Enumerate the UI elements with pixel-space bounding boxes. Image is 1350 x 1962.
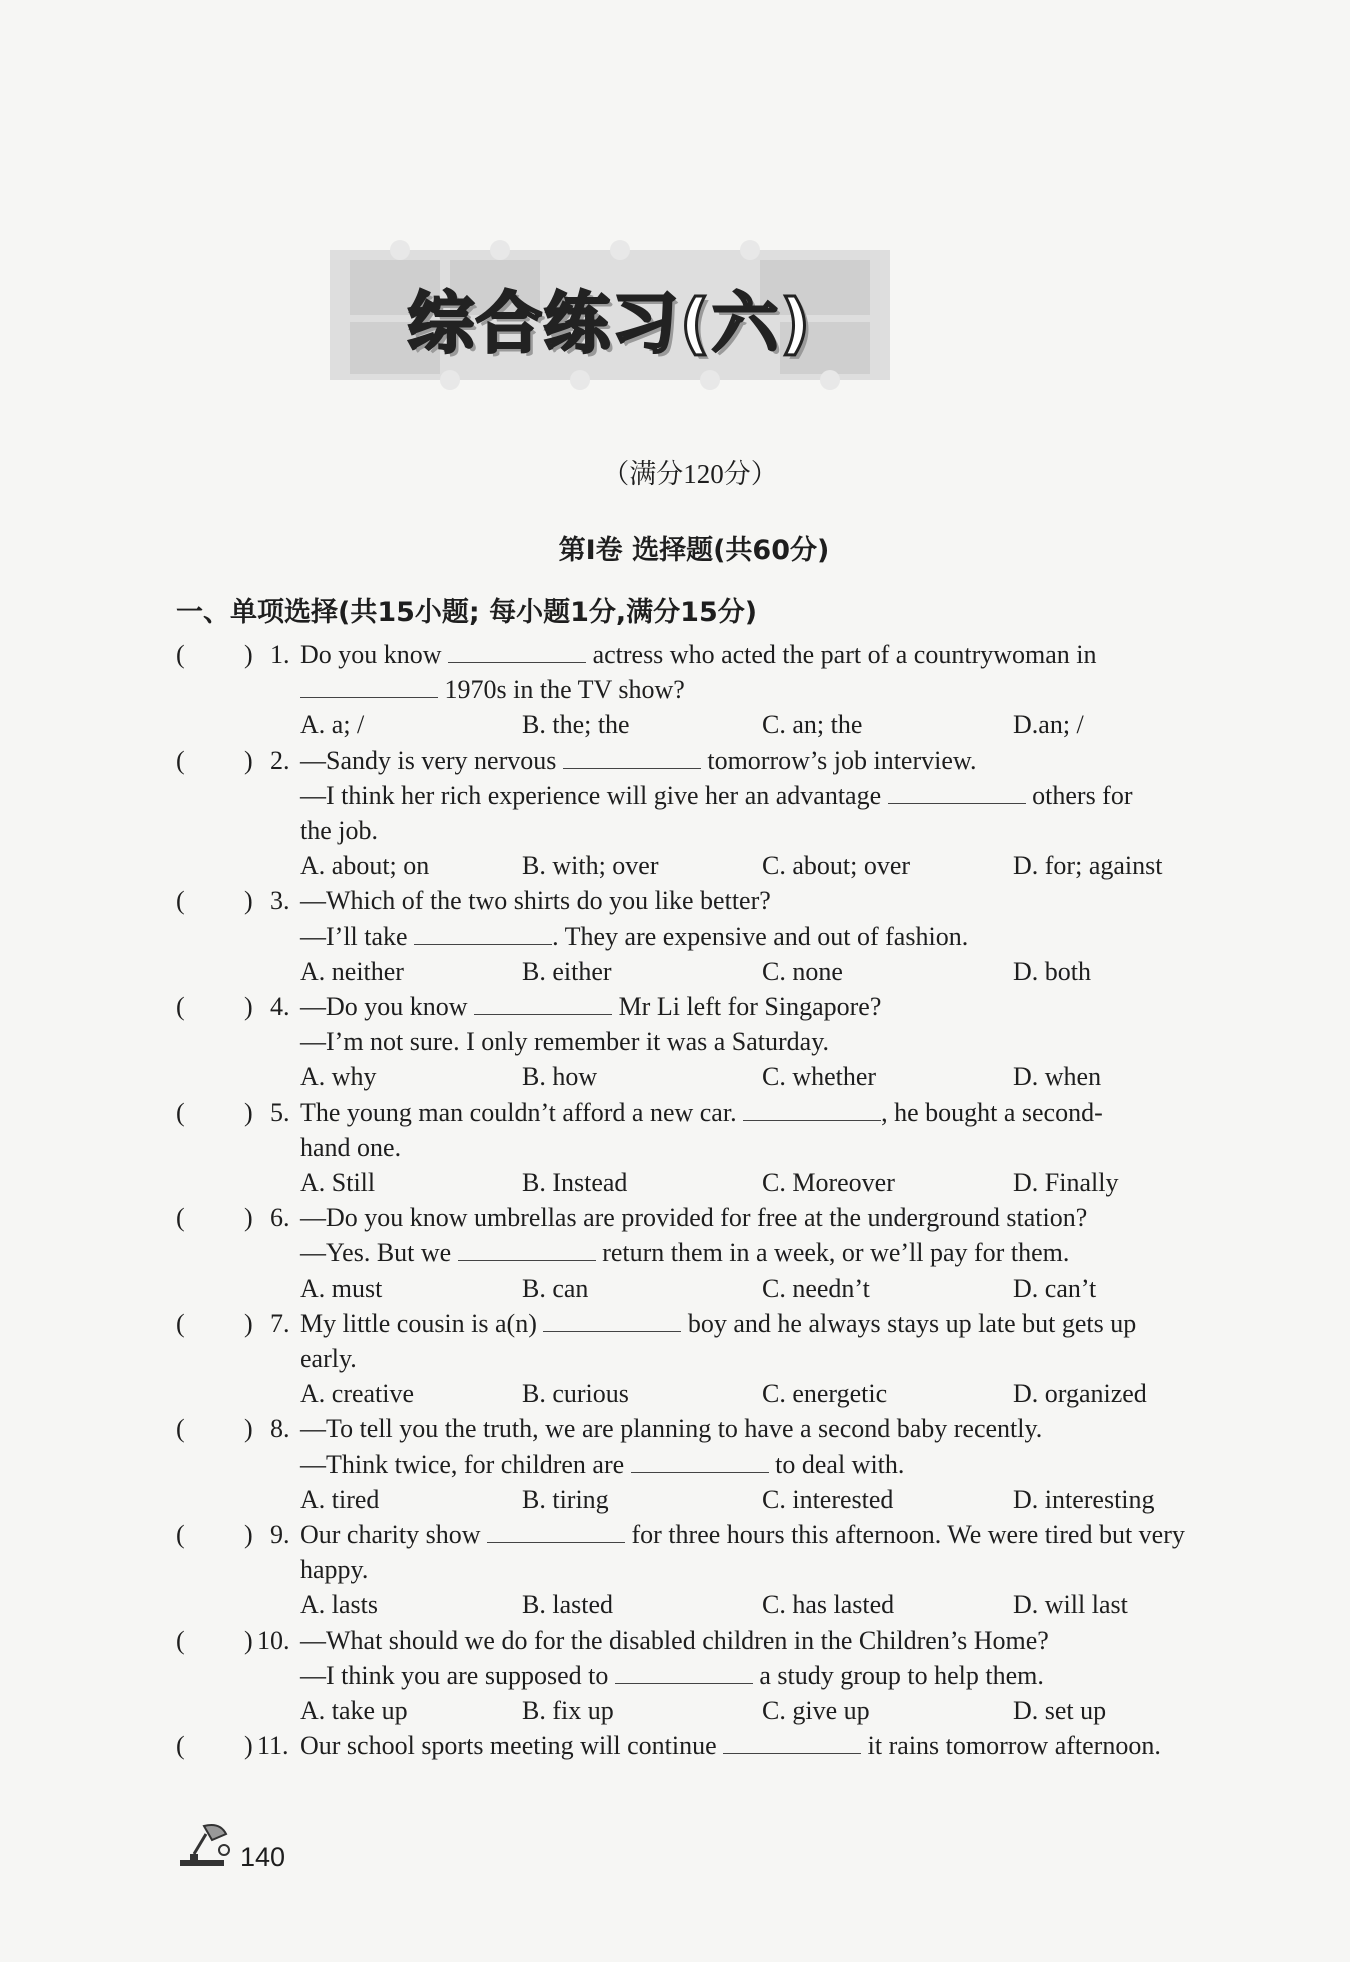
answer-blank: [631, 1452, 769, 1473]
answer-option: A. neither: [300, 956, 404, 986]
page-title: 综合练习(六): [407, 285, 813, 362]
answer-option: A. must: [300, 1273, 383, 1303]
question-text: the job.: [300, 816, 378, 845]
page-number: 140: [240, 1842, 286, 1872]
answer-option: A. a; /: [300, 710, 365, 740]
answer-option: D. will last: [1013, 1590, 1128, 1620]
question-number: 7.: [270, 1308, 290, 1338]
question-text: —Which of the two shirts do you like better?: [300, 886, 771, 916]
answer-option: D. both: [1013, 956, 1091, 986]
answer-paren-open: (: [176, 640, 185, 669]
question-text: —Think twice, for children are to deal with.: [300, 1449, 905, 1479]
question-text: hand one.: [300, 1132, 402, 1162]
question-number: 10.: [257, 1625, 290, 1655]
answer-option: D. for; against: [1013, 851, 1163, 881]
answer-blank: [743, 1100, 881, 1121]
answer-paren-open: (: [176, 1308, 185, 1338]
answer-blank: [448, 642, 586, 663]
question-text: —Yes. But we return them in a week, or we’ll pay for them.: [300, 1238, 1070, 1268]
answer-option: A. creative: [300, 1379, 415, 1409]
answer-option: B. either: [522, 956, 612, 986]
question-number: 6.: [270, 1203, 290, 1233]
answer-paren-open: (: [176, 1731, 185, 1761]
answer-blank: [888, 783, 1026, 804]
question-text: —Do you know umbrellas are provided for free at the underground station?: [300, 1203, 1088, 1233]
question-text: Do you know actress who acted the part of a countrywoman in: [300, 640, 1097, 669]
question-text: —To tell you the truth, we are planning to have a second baby recently.: [300, 1414, 1043, 1444]
answer-paren-open: (: [176, 1520, 185, 1549]
score-note: （满分120分）: [602, 459, 778, 489]
question-text: Our school sports meeting will continue it rains tomorrow afternoon.: [300, 1731, 1161, 1761]
question-text: —I’m not sure. I only remember it was a Saturday.: [300, 1027, 830, 1057]
answer-paren-open: (: [176, 992, 185, 1021]
answer-option: B. tiring: [522, 1484, 609, 1514]
answer-blank: [414, 924, 552, 945]
answer-paren-close: ): [244, 1097, 253, 1127]
answer-option: B. how: [522, 1062, 598, 1092]
question-number: 3.: [270, 886, 290, 916]
answer-paren-open: (: [176, 1097, 185, 1127]
answer-blank: [458, 1240, 596, 1261]
question-text: —Sandy is very nervous tomorrow’s job interview.: [300, 745, 977, 775]
question-number: 8.: [270, 1414, 290, 1444]
answer-blank: [615, 1663, 753, 1684]
answer-option: D. interesting: [1013, 1484, 1155, 1514]
answer-option: B. lasted: [522, 1590, 613, 1620]
question-number: 9.: [270, 1520, 290, 1549]
question-text: My little cousin is a(n) boy and he always stays up late but gets up: [300, 1308, 1137, 1338]
answer-paren-close: ): [244, 1731, 253, 1761]
answer-option: B. Instead: [522, 1168, 628, 1197]
answer-paren-close: ): [244, 640, 253, 669]
answer-option: B. the; the: [522, 710, 630, 740]
answer-option: A. about; on: [300, 851, 430, 881]
answer-paren-open: (: [176, 745, 185, 775]
answer-option: C. about; over: [762, 851, 911, 881]
answer-option: D. organized: [1013, 1379, 1147, 1409]
answer-option: B. with; over: [522, 851, 659, 881]
answer-paren-open: (: [176, 886, 185, 916]
answer-option: C. give up: [762, 1696, 870, 1725]
answer-option: D. Finally: [1013, 1168, 1119, 1197]
part-heading: 一、单项选择(共15小题; 每小题1分,满分15分): [176, 597, 758, 628]
answer-blank: [543, 1311, 681, 1332]
question-text: —I’ll take . They are expensive and out of fashion.: [300, 921, 969, 951]
question-text: —Do you know Mr Li left for Singapore?: [300, 992, 882, 1021]
question-number: 4.: [270, 992, 290, 1021]
answer-blank: [487, 1522, 625, 1543]
question-text: Our charity show for three hours this afternoon. We were tired but very: [300, 1520, 1185, 1549]
answer-option: A. why: [300, 1062, 377, 1092]
section-title: 第Ⅰ卷 选择题(共60分): [558, 535, 830, 566]
question-text: early.: [300, 1344, 357, 1373]
answer-option: C. needn’t: [762, 1273, 870, 1303]
question-number: 11.: [257, 1731, 289, 1761]
answer-option: D. set up: [1013, 1696, 1107, 1725]
answer-option: B. can: [522, 1273, 589, 1303]
question-text: happy.: [300, 1555, 369, 1585]
answer-paren-close: ): [244, 992, 253, 1021]
answer-option: C. energetic: [762, 1379, 888, 1409]
answer-option: B. fix up: [522, 1696, 614, 1725]
answer-paren-close: ): [244, 886, 253, 916]
question-number: 2.: [270, 745, 290, 775]
question-text: 1970s in the TV show?: [300, 675, 685, 705]
answer-paren-close: ): [244, 1625, 253, 1655]
answer-paren-close: ): [244, 1414, 253, 1444]
answer-option: C. Moreover: [762, 1168, 895, 1197]
question-number: 5.: [270, 1097, 290, 1127]
answer-blank: [474, 994, 612, 1015]
title-banner: [330, 230, 890, 410]
answer-option: B. curious: [522, 1379, 629, 1409]
question-number: 1.: [270, 640, 290, 669]
question-text: The young man couldn’t afford a new car. , he bought a second-: [300, 1097, 1103, 1127]
answer-option: D. can’t: [1013, 1273, 1097, 1303]
answer-option: C. whether: [762, 1062, 877, 1092]
question-text: —I think her rich experience will give her an advantage others for: [300, 780, 1133, 810]
answer-paren-close: ): [244, 745, 253, 775]
answer-blank: [300, 677, 438, 698]
desk-lamp-icon: [176, 1820, 236, 1870]
question-text: —What should we do for the disabled children in the Children’s Home?: [300, 1625, 1049, 1655]
answer-paren-open: (: [176, 1414, 185, 1444]
answer-option: A. lasts: [300, 1590, 378, 1620]
answer-paren-open: (: [176, 1203, 185, 1233]
answer-option: A. Still: [300, 1168, 376, 1197]
answer-option: C. none: [762, 956, 843, 986]
answer-option: C. has lasted: [762, 1590, 895, 1620]
answer-paren-open: (: [176, 1625, 185, 1655]
answer-blank: [563, 748, 701, 769]
question-text: —I think you are supposed to a study group to help them.: [300, 1660, 1044, 1690]
answer-option: A. tired: [300, 1484, 380, 1514]
answer-option: D.an; /: [1013, 710, 1084, 740]
answer-paren-close: ): [244, 1308, 253, 1338]
answer-option: D. when: [1013, 1062, 1102, 1092]
answer-paren-close: ): [244, 1203, 253, 1233]
answer-blank: [723, 1733, 861, 1754]
answer-paren-close: ): [244, 1520, 253, 1549]
answer-option: C. interested: [762, 1484, 894, 1514]
answer-option: C. an; the: [762, 710, 863, 740]
answer-option: A. take up: [300, 1696, 408, 1725]
